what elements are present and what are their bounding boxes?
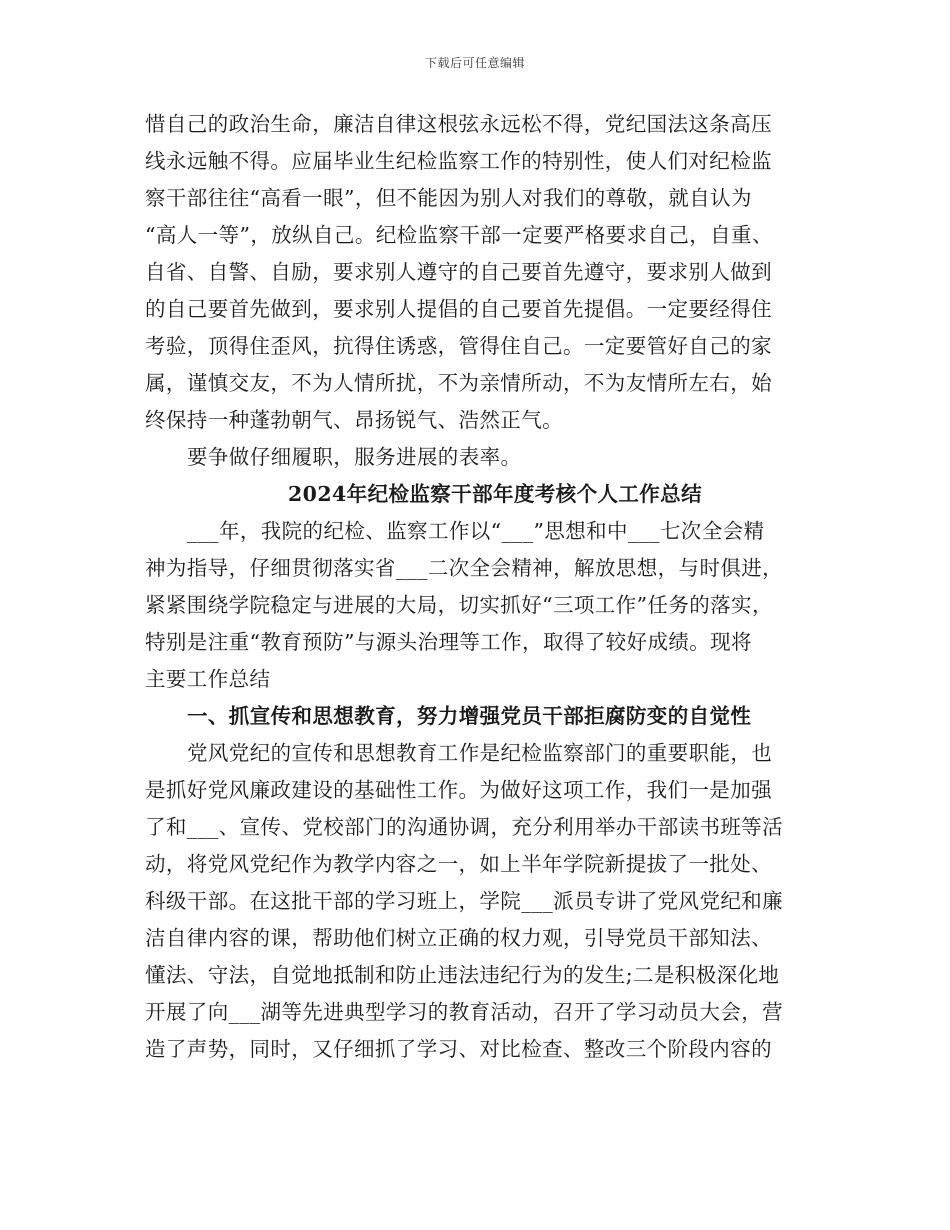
- text-line: 造了声势，同时，又仔细抓了学习、对比检查、整改三个阶段内容的: [145, 1037, 772, 1061]
- text-line: 神为指导，仔细贯彻落实省___二次全会精神，解放思想，与时俱进，: [145, 556, 784, 580]
- text-line: 自省、自警、自励，要求别人遵守的自己要首先遵守，要求别人做到: [145, 260, 772, 284]
- text-line: 属，谨慎交友，不为人情所扰，不为亲情所动，不为友情所左右，始: [145, 371, 772, 395]
- text-line: 了和___、宣传、党校部门的沟通协调，充分利用举办干部读书班等活: [145, 815, 784, 839]
- text-line: 惜自己的政治生命，廉洁自律这根弦永远松不得，党纪国法这条高压: [145, 112, 772, 136]
- paragraph-line: 要争做仔细履职，服务进展的表率。: [187, 445, 522, 469]
- paragraph-line: ___年，我院的纪检、监察工作以“___”思想和中___七次全会精: [187, 519, 765, 543]
- paragraph-line: 党风党纪的宣传和思想教育工作是纪检监察部门的重要职能，也: [187, 741, 773, 765]
- text-line: 是抓好党风廉政建设的基础性工作。为做好这项工作，我们一是加强: [145, 778, 772, 802]
- section-heading: 一、抓宣传和思想教育，努力增强党员干部拒腐防变的自觉性: [187, 704, 752, 728]
- text-line: 动，将党风党纪作为教学内容之一，如上半年学院新提拔了一批处、: [145, 852, 772, 876]
- page-header: 下载后可任意编辑: [424, 56, 525, 70]
- text-line: 的自己要首先做到，要求别人提倡的自己要首先提倡。一定要经得住: [145, 297, 772, 321]
- text-line: 考验，顶得住歪风，抗得住诱惑，管得住自己。一定要管好自己的家: [145, 334, 772, 358]
- text-line: 察干部往往“高看一眼”，但不能因为别人对我们的尊敬，就自认为: [145, 186, 752, 210]
- text-line: “高人一等”，放纵自己。纪检监察干部一定要严格要求自己，自重、: [145, 223, 773, 247]
- text-line: 懂法、守法，自觉地抵制和防止违法违纪行为的发生;二是积极深化地: [145, 963, 780, 987]
- text-line: 线永远触不得。应届毕业生纪检监察工作的特别性，使人们对纪检监: [145, 149, 772, 173]
- document-body: [145, 106, 815, 1068]
- text-line: 紧紧围绕学院稳定与进展的大局，切实抓好“三项工作”任务的落实，: [145, 593, 773, 617]
- document-title: 2024年纪检监察干部年度考核个人工作总结: [288, 482, 702, 506]
- text-line: 洁自律内容的课，帮助他们树立正确的权力观，引导党员干部知法、: [145, 926, 772, 950]
- text-line: 特别是注重“教育预防”与源头治理等工作，取得了较好成绩。现将: [145, 630, 752, 654]
- text-line: 主要工作总结: [145, 667, 271, 691]
- text-line: 终保持一种蓬勃朝气、昂扬锐气、浩然正气。: [145, 408, 563, 432]
- text-line: 开展了向___湖等先进典型学习的教育活动，召开了学习动员大会，营: [145, 1000, 784, 1024]
- text-line: 科级干部。在这批干部的学习班上，学院___派员专讲了党风党纪和廉: [145, 889, 784, 913]
